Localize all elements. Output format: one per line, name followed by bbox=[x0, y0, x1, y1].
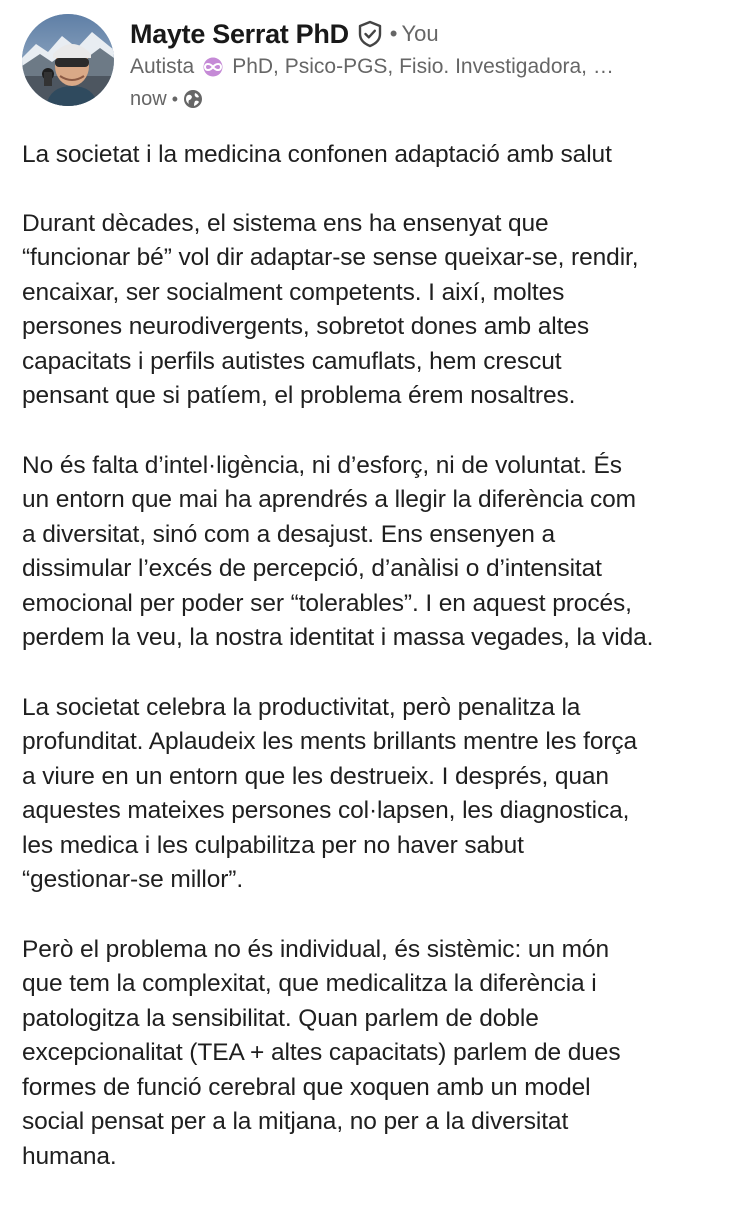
post-paragraph: Però el problema no és individual, és sistèmic: un món que tem la complexitat, que medicalitza la diferència i patologitza la sensibilitat. Quan parlem de doble excepcionalitat (TEA + altes capacitats) parlem de dues formes de funció cerebral que xoquen amb un model social pensat per a la mitjana, no per a la diversitat humana. bbox=[22, 935, 621, 1170]
relationship-label: You bbox=[401, 21, 439, 46]
globe-icon bbox=[183, 89, 203, 109]
post-paragraph: Durant dècades, el sistema ens ha ensenyat que “funcionar bé” vol dir adaptar-se sense queixar-se, rendir, encaixar, ser socialment competents. I així, moltes persones neurodivergents, sobretot dones amb altes capacitats i perfils autistes camuflats, hem crescut pensant que si patíem, el problema érem nosaltres. bbox=[22, 209, 639, 409]
author-info bbox=[130, 14, 710, 114]
infinity-icon bbox=[198, 57, 228, 77]
headline-prefix: Autista bbox=[130, 55, 195, 78]
author-avatar[interactable] bbox=[22, 14, 114, 106]
post-header bbox=[22, 14, 712, 114]
post-paragraph: No és falta d’intel·ligència, ni d’esforç, ni de voluntat. És un entorn que mai ha aprendrés a llegir la diferència com a diversitat, sinó com a desajust. Ens ensenyen a dissimular l’excés de percepció, d’anàlisi o d’intensitat emocional per poder ser “tolerables”. I en aquest procés, perdem la veu, la nostra identitat i massa vegades, la vida. bbox=[22, 451, 654, 651]
author-name[interactable]: Mayte Serrat PhD bbox=[130, 18, 349, 49]
post-body bbox=[22, 138, 722, 1209]
author-name-row bbox=[130, 14, 710, 54]
verified-shield-icon bbox=[356, 20, 384, 48]
avatar-photo bbox=[22, 14, 114, 106]
headline-rest: PhD, Psico-PGS, Fisio. Investigadora, … bbox=[232, 55, 614, 78]
post-paragraph: La societat celebra la productivitat, però penalitza la profunditat. Aplaudeix les ments brillants mentre les força a viure en un entorn que les destrueix. I després, quan aquestes mateixes persones col·lapsen, les diagnostica, les medica i les culpabilitza per no haver sabut “gestionar-se millor”. bbox=[22, 693, 638, 893]
post-meta bbox=[130, 84, 710, 114]
post-timestamp: now bbox=[130, 87, 167, 110]
relationship-separator: • bbox=[389, 21, 398, 46]
timestamp-separator: • bbox=[171, 88, 179, 109]
post-paragraph-title: La societat i la medicina confonen adaptació amb salut bbox=[22, 141, 612, 168]
author-headline bbox=[130, 52, 710, 82]
